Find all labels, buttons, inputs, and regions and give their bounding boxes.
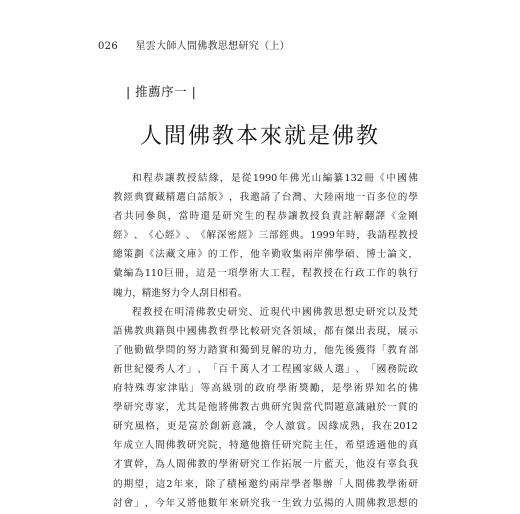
text-line: 教 經 典 寶 藏 精 選 白 話 版 》 ， 我 邀 請 了 台 灣 、 大 陸 兩 地 一 百 多 位 的 學: [113, 192, 418, 204]
section-tag: | 推薦序一 |: [126, 84, 197, 99]
text-line: 才 實 幹 ， 為 人 間 佛 教 的 學 術 研 究 工 作 拓 展 一 片 藍 天 ， 他 沒 有 辜 負 我: [113, 459, 418, 471]
text-line: 者 共 同 參 與 ， 當 時 還 是 研 究 生 的 程 恭 讓 教 授 負 責 註 解 翻 譯 《 金 剛: [113, 211, 418, 223]
text-line: 府 特 殊 專 家 津 貼 」 等 高 級 別 的 政 府 學 術 獎 勵 ， 是 學 術 界 知 名 的 佛: [113, 383, 418, 395]
text-line: 經 》 、 《 心 經 》 、 《 解 深 密 經 》 三 部 經 典 。 1999 年 時 ， 我 請 程 教 授: [113, 230, 418, 242]
text-line: 程 教 授 在 明 清 佛 教 史 研 究 、 近 現 代 中 國 佛 教 思 想 史 研 究 以 及 梵: [132, 306, 418, 318]
text-line: 研 究 風 格 ， 更 是 富 於 創 新 意 識 ， 令 人 激 賞 。 因 緣 成 熟 ， 我 在 2012: [113, 421, 418, 433]
text-line: 總 策 劃 《 法 藏 文 庫 》 的 工 作 ， 他 辛 勤 收 集 兩 岸 佛 學 碩 、 博 士 論 文 ，: [113, 249, 418, 261]
page-number: 026: [98, 41, 118, 52]
text-line: 年 成 立 人 間 佛 教 研 究 院 ， 特 邀 他 擔 任 研 究 院 主 任 ， 希 望 透 過 他 的 真: [113, 440, 418, 452]
running-header: [98, 37, 290, 52]
text-line: 新 世 紀 優 秀 人 才 」 、 「 百 千 萬 人 才 工 程 國 家 級 人 選 」 、 「 國 務 院 政: [113, 363, 418, 375]
text-line: 討 會 」 ， 今 年 又 將 他 數 年 來 研 究 我 一 生 致 力 弘 揚 的 人 間 佛 教 思 想 的: [113, 497, 418, 509]
book-title: 星雲大師人間佛教思想研究（上）: [135, 41, 290, 52]
text-line: 魄 力 ， 精 進 努 力 令 人 刮 目 相 看 。: [113, 287, 248, 299]
text-line: 學 研 究 專 家 ， 尤 其 是 他 將 佛 教 古 典 研 究 與 當 代 問 題 意 識 融 於 一 貫 的: [113, 402, 418, 414]
text-line: 彙 編 為 110 巨 冊 ， 這 是 一 項 學 術 大 工 程 ， 程 教 授 在 行 政 工 作 的 執 行: [113, 268, 418, 280]
text-line: 語 佛 教 典 籍 與 中 國 佛 教 哲 學 比 較 研 究 各 領 域 ， 都 有 傑 出 表 現 ， 展 示: [113, 325, 418, 337]
chapter-title: 人間佛教本來就是佛教: [139, 124, 380, 149]
text-line: 了 他 勤 做 學 問 的 努 力 踏 實 和 獨 到 見 解 的 功 力 ， 他 先 後 獲 得 「 教 育 部: [113, 344, 418, 356]
text-line: 的 期 望 ， 這 2 年 來 ， 除 了 積 極 邀 約 兩 岸 學 者 舉 辦 「 人 間 佛 教 學 術 研: [113, 478, 418, 490]
text-line: 和 程 恭 讓 教 授 結 緣 ， 是 從 1990 年 佛 光 山 編 纂 132 冊 《 中 國 佛: [132, 173, 418, 184]
body-text: [113, 170, 418, 514]
